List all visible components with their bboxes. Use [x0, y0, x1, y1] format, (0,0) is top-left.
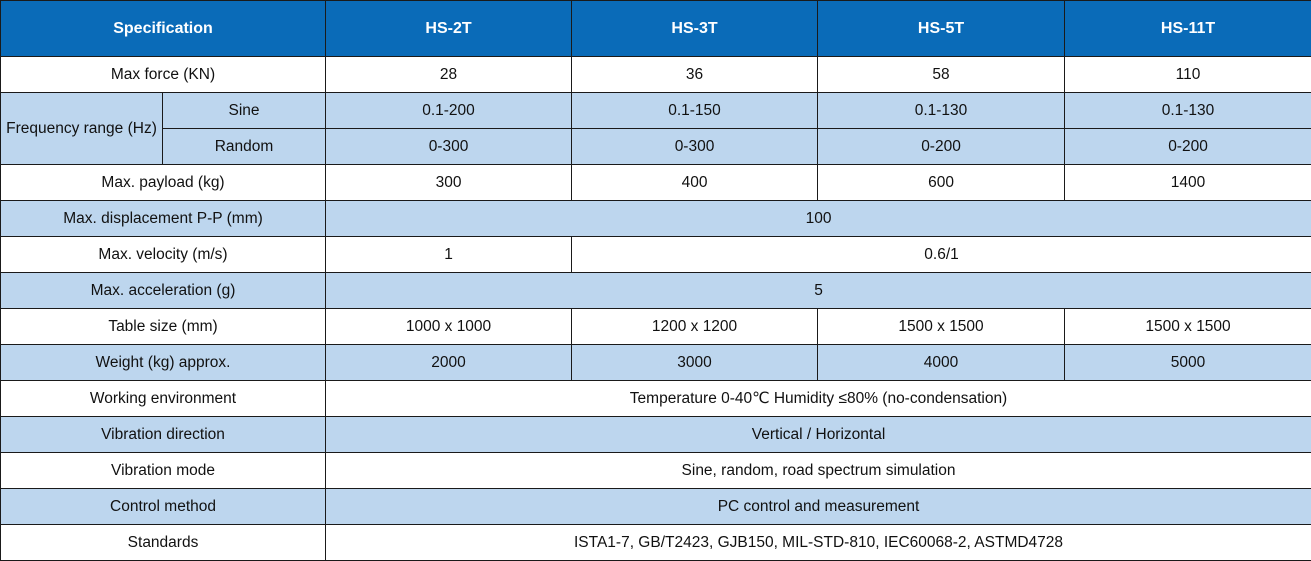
row-frequency-sine	[1, 93, 1311, 129]
row-label: Vibration direction	[1, 417, 326, 453]
cell-value: 0.6/1	[572, 237, 1311, 273]
cell-value: 2000	[326, 345, 572, 381]
cell-value: Vertical / Horizontal	[326, 417, 1311, 453]
cell-value: 400	[572, 165, 818, 201]
cell-value: 0-300	[326, 129, 572, 165]
model-header-hs-2t: HS-2T	[326, 1, 572, 57]
cell-value: PC control and measurement	[326, 489, 1311, 525]
row-label: Table size (mm)	[1, 309, 326, 345]
cell-value: 0.1-200	[326, 93, 572, 129]
cell-value: 0-200	[1065, 129, 1311, 165]
cell-value: 1200 x 1200	[572, 309, 818, 345]
specification-header: Specification	[1, 1, 326, 57]
cell-value: 600	[818, 165, 1065, 201]
row-standards	[1, 525, 1311, 561]
model-header-hs-11t: HS-11T	[1065, 1, 1311, 57]
cell-value: 1	[326, 237, 572, 273]
cell-value: 4000	[818, 345, 1065, 381]
cell-value: 0-200	[818, 129, 1065, 165]
cell-value: 3000	[572, 345, 818, 381]
cell-value: 0.1-130	[818, 93, 1065, 129]
row-label: Weight (kg) approx.	[1, 345, 326, 381]
row-vibration-mode	[1, 453, 1311, 489]
row-label: Working environment	[1, 381, 326, 417]
row-label: Max. payload (kg)	[1, 165, 326, 201]
row-working-environment	[1, 381, 1311, 417]
cell-value: 58	[818, 57, 1065, 93]
cell-value: Temperature 0-40℃ Humidity ≤80% (no-condensation)	[326, 381, 1311, 417]
cell-value: 1500 x 1500	[1065, 309, 1311, 345]
row-label: Max. velocity (m/s)	[1, 237, 326, 273]
cell-value: 100	[326, 201, 1311, 237]
cell-value: 1000 x 1000	[326, 309, 572, 345]
cell-value: ISTA1-7, GB/T2423, GJB150, MIL-STD-810, IEC60068-2, ASTMD4728	[326, 525, 1311, 561]
row-label: Vibration mode	[1, 453, 326, 489]
cell-value: Sine, random, road spectrum simulation	[326, 453, 1311, 489]
row-max-acceleration	[1, 273, 1311, 309]
row-label: Control method	[1, 489, 326, 525]
cell-value: 36	[572, 57, 818, 93]
row-control-method	[1, 489, 1311, 525]
row-table-size	[1, 309, 1311, 345]
cell-value: 0.1-150	[572, 93, 818, 129]
cell-value: 1500 x 1500	[818, 309, 1065, 345]
row-label-frequency-range: Frequency range (Hz)	[1, 93, 163, 165]
model-header-hs-3t: HS-3T	[572, 1, 818, 57]
row-max-force	[1, 57, 1311, 93]
cell-value: 0.1-130	[1065, 93, 1311, 129]
cell-value: 28	[326, 57, 572, 93]
row-label: Max force (KN)	[1, 57, 326, 93]
row-frequency-random	[1, 129, 1311, 165]
row-max-payload	[1, 165, 1311, 201]
cell-value: 0-300	[572, 129, 818, 165]
cell-value: 300	[326, 165, 572, 201]
cell-value: 110	[1065, 57, 1311, 93]
row-label: Max. displacement P-P (mm)	[1, 201, 326, 237]
row-label: Max. acceleration (g)	[1, 273, 326, 309]
header-row	[1, 1, 1311, 57]
cell-value: 5	[326, 273, 1311, 309]
row-max-velocity	[1, 237, 1311, 273]
sub-label-random: Random	[163, 129, 326, 165]
sub-label-sine: Sine	[163, 93, 326, 129]
row-weight	[1, 345, 1311, 381]
cell-value: 5000	[1065, 345, 1311, 381]
cell-value: 1400	[1065, 165, 1311, 201]
row-max-displacement	[1, 201, 1311, 237]
row-label: Standards	[1, 525, 326, 561]
row-vibration-direction	[1, 417, 1311, 453]
model-header-hs-5t: HS-5T	[818, 1, 1065, 57]
